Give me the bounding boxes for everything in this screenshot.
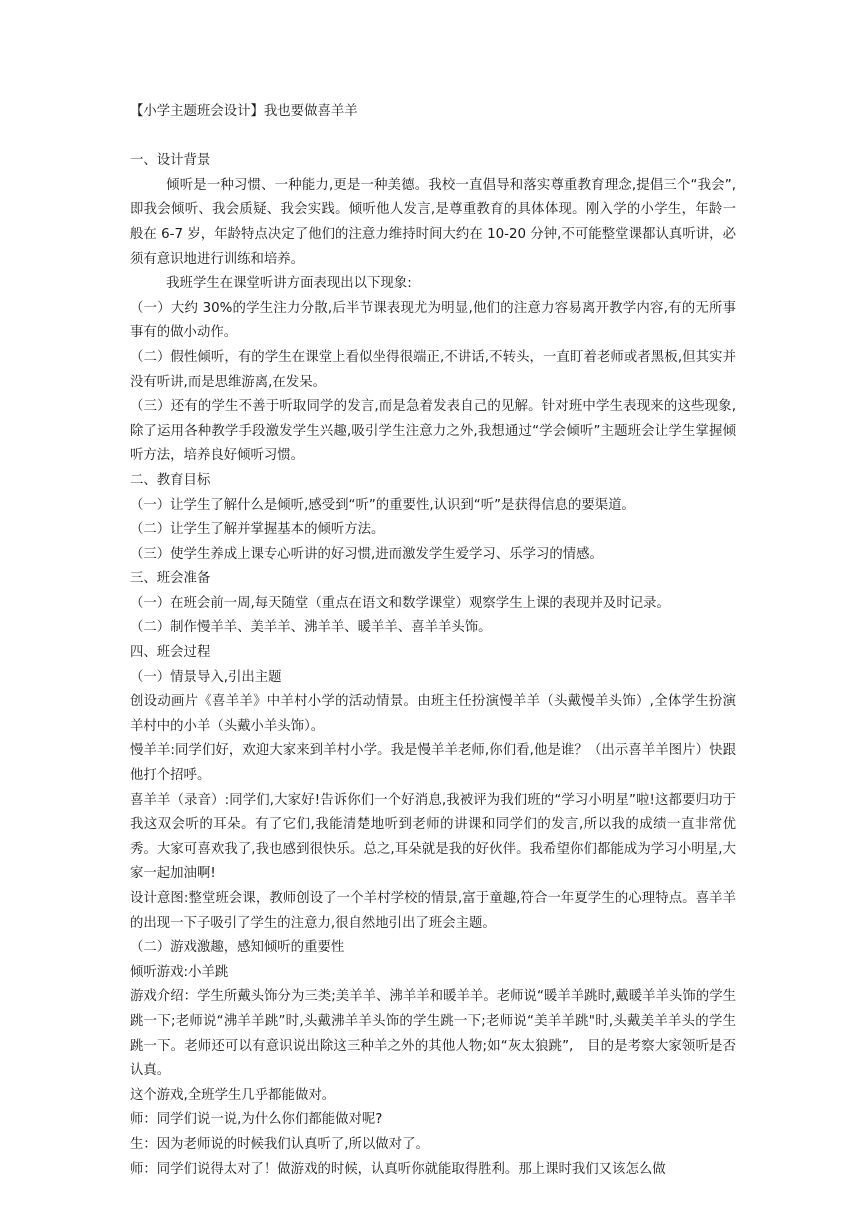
title-spacer: [130, 125, 736, 150]
paragraph: 倾听游戏:小羊跳: [130, 964, 229, 980]
paragraph: 设计意图:整堂班会课，教师创设了一个羊村学校的情景,富于童趣,符合一年夏学生的心理特点。喜羊羊的出现一下子吸引了学生的注意力,很自然地引出了班会主题。: [130, 891, 736, 931]
paragraph: 师：同学们说得太对了！做游戏的时候，认真听你就能取得胜利。那上课时我们又该怎么做: [130, 1161, 666, 1177]
document-body: [130, 100, 736, 1182]
paragraph: 三、班会准备: [130, 571, 211, 587]
paragraph: （一）在班会前一周,每天随堂（重点在语文和数学课堂）观察学生上课的表现并及时记录。: [130, 595, 670, 611]
paragraph: 四、班会过程: [130, 645, 211, 661]
paragraph: （一）情景导入,引出主题: [130, 669, 282, 685]
paragraph: （二）制作慢羊羊、美羊羊、沸羊羊、暖羊羊、喜羊羊头饰。: [130, 620, 492, 636]
paragraph: 慢羊羊:同学们好，欢迎大家来到羊村小学。我是慢羊羊老师,你们看,他是谁？（出示喜羊羊图片）快跟他打个招呼。: [130, 743, 736, 784]
document-title: 【小学主题班会设计】我也要做喜羊羊: [130, 104, 358, 119]
paragraph: 倾听是一种习惯、一种能力,更是一种美德。我校一直倡导和落实尊重教育理念,提倡三个“我会”,即我会倾听、我会质疑、我会实践。倾听他人发言,是尊重教育的具体体现。刚入学的小学生，年龄一般在 6-7 岁，年龄特点决定了他们的注意力维持时间大约在 10-20 分钟,不可能整堂课都认真听讲，必须有意识地进行训练和培养。: [130, 177, 736, 267]
paragraph: （二）游戏激趣，感知倾听的重要性: [130, 940, 345, 956]
paragraph: （一）让学生了解什么是倾听,感受到“听”的重要性,认识到“听”是获得信息的要渠道。: [130, 497, 635, 513]
paragraph: （二）假性倾听，有的学生在课堂上看似坐得很端正,不讲话,不转头，一直盯着老师或者黑板,但其实并没有听讲,而是思维游离,在发呆。: [130, 349, 736, 390]
paragraph: 我班学生在课堂听讲方面表现出以下现象:: [166, 276, 412, 292]
paragraph: （三）使学生养成上课专心听讲的好习惯,进而激发学生爱学习、乐学习的情感。: [130, 546, 603, 562]
paragraph: 师：同学们说一说,为什么你们都能做对呢?: [130, 1112, 383, 1128]
paragraph: （一）大约 30%的学生注力分散,后半节课表现尤为明显,他们的注意力容易离开教学内容,有的无所事事有的做小动作。: [130, 300, 736, 341]
paragraph: 一、设计背景: [130, 153, 211, 169]
paragraph: 这个游戏,全班学生几乎都能做对。: [130, 1087, 336, 1103]
paragraph: 游戏介绍：学生所戴头饰分为三类;美羊羊、沸羊羊和暖羊羊。老师说“暖羊羊跳时,戴暖羊羊头饰的学生跳一下;老师说“沸羊羊跳”时,头戴沸羊羊头饰的学生跳一下;老师说“美羊羊跳"时,头戴美羊羊头的学生跳一下。老师还可以有意识说出除这三种羊之外的其他人物;如“灰太狼跳”, 目的是考察大家领听是否认真。: [130, 989, 736, 1079]
paragraph: 喜羊羊（录音）:同学们,大家好!告诉你们一个好消息,我被评为我们班的“学习小明星”啦!这都要归功于我这双会听的耳朵。有了它们,我能清楚地听到老师的讲课和同学们的发言,所以我的成绩一直非常优秀。大家可喜欢我了,我也感到很快乐。总之,耳朵就是我的好伙伴。我希望你们都能成为学习小明星,大家一起加油啊!: [130, 792, 736, 882]
paragraph: 创设动画片《喜羊羊》中羊村小学的活动情景。由班主任扮演慢羊羊（头戴慢羊头饰）,全体学生扮演羊村中的小羊（头戴小羊头饰）。: [130, 694, 736, 734]
paragraph: 二、教育目标: [130, 472, 211, 488]
paragraph: （三）还有的学生不善于听取同学的发言,而是急着发表自己的见解。针对班中学生表现来的这些现象,除了运用各种教学手段激发学生兴趣,吸引学生注意力之外,我想通过“学会倾听”主题班会让学生掌握倾听方法，培养良好倾听习惯。: [130, 399, 736, 464]
paragraph-list: [130, 149, 736, 1182]
paragraph: 生：因为老师说的时候我们认真听了,所以做对了。: [130, 1136, 429, 1152]
paragraph: （二）让学生了解并掌握基本的倾听方法。: [130, 522, 385, 538]
